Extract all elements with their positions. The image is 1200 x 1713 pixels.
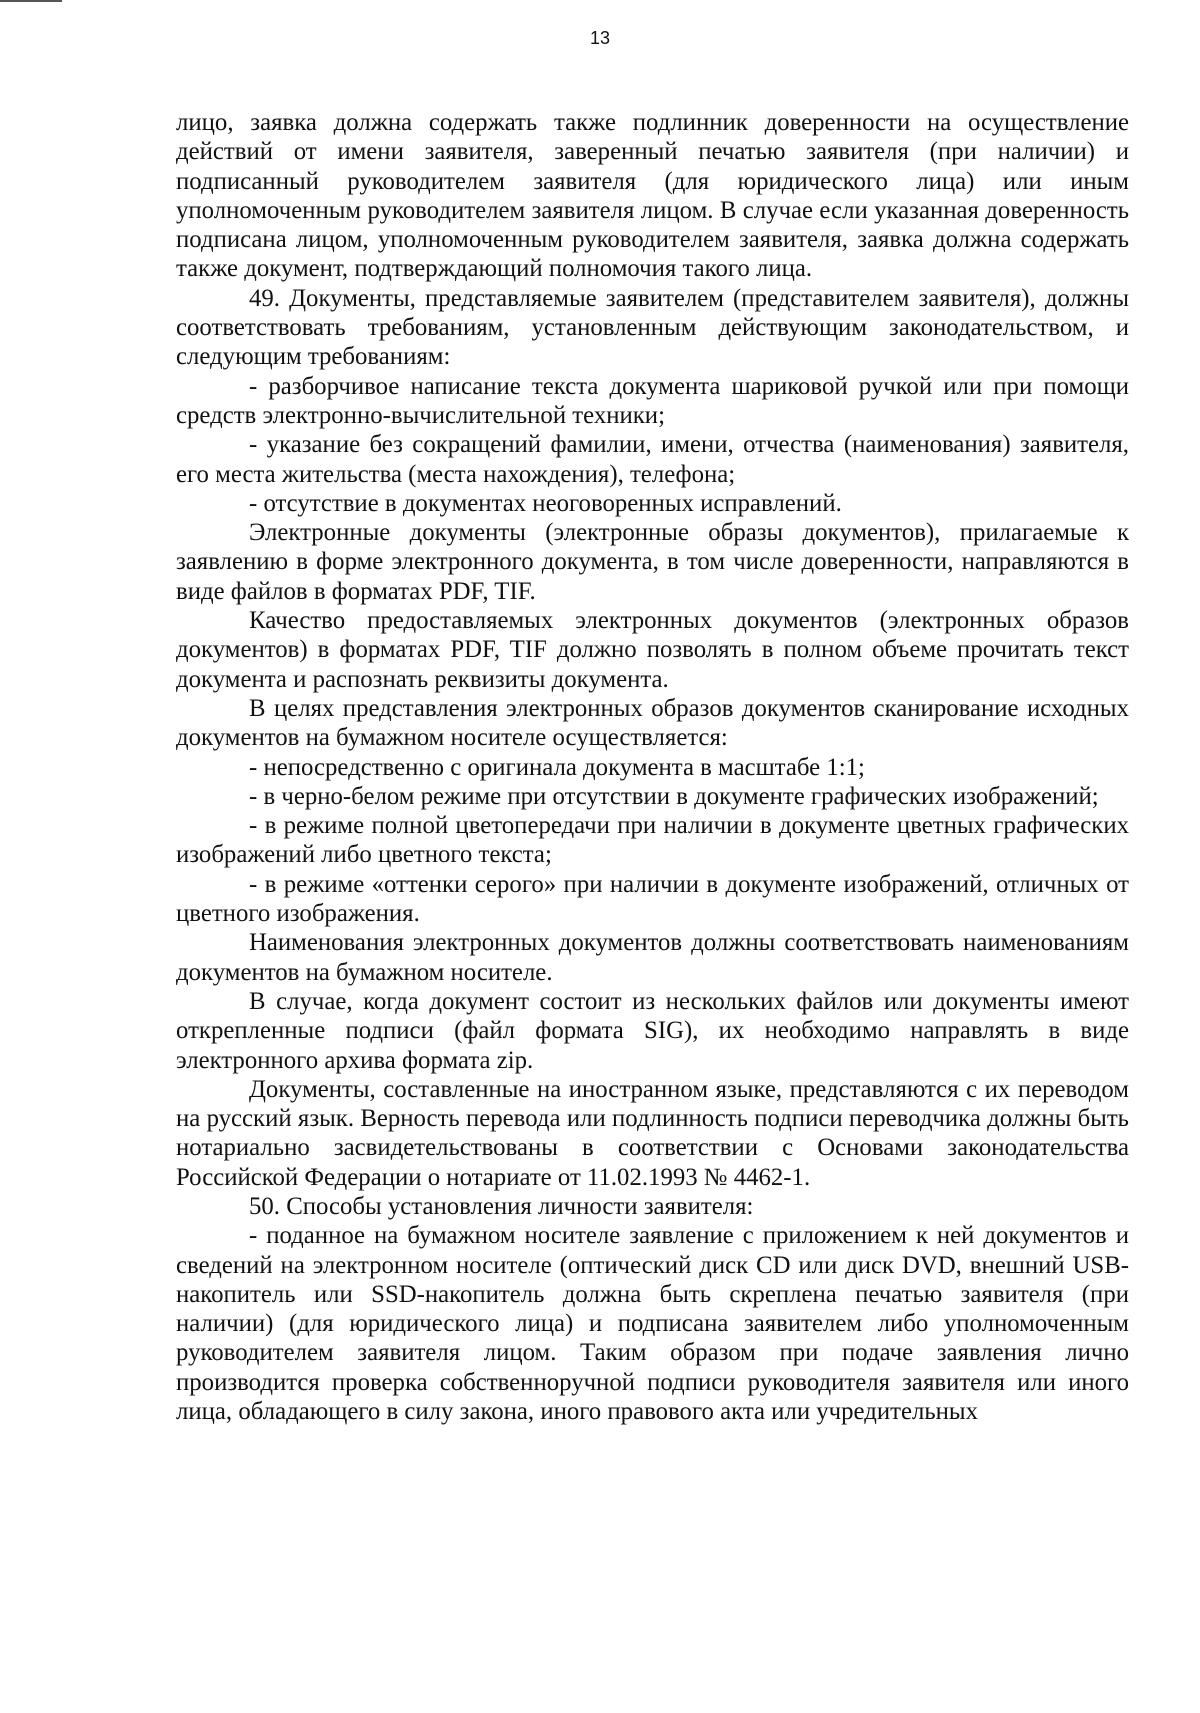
paragraph: Электронные документы (электронные образы документов), прилагаемые к заявлению в форме электронного документа, в том числе доверенности, направляются в виде файлов в форматах PDF, TIF.	[176, 519, 1129, 605]
paragraph: Документы, составленные на иностранном языке, представляются с их переводом на русский язык. Верность перевода или подлинность подписи переводчика должны быть нотариально засвидетельствованы в соответствии с Основами законодательства Российской Федерации о нотариате от 11.02.1993 № 4462-1.	[176, 1075, 1129, 1191]
paragraph: Качество предоставляемых электронных документов (электронных образов документов) в форматах PDF, TIF должно позволять в полном объеме прочитать текст документа и распознать реквизиты документа.	[176, 607, 1129, 693]
scan-edge-mark	[0, 0, 62, 2]
list-item: - непосредственно с оригинала документа в масштабе 1:1;	[249, 753, 865, 781]
list-item: - в черно-белом режиме при отсутствии в документе графических изображений;	[249, 782, 1099, 810]
list-item: - в режиме полной цветопередачи при наличии в документе цветных графических изображений либо цветного текста;	[176, 812, 1129, 869]
list-item: - в режиме «оттенки серого» при наличии в документе изображений, отличных от цветного изображения.	[176, 870, 1129, 928]
list-item: - разборчивое написание текста документа шариковой ручкой или при помощи средств электронно-вычислительной техники;	[176, 372, 1129, 429]
paragraph-49-intro: 49. Документы, представляемые заявителем (представителем заявителя), должны соответствовать требованиям, установленным действующим законодательством, и следующим требованиям:	[176, 284, 1129, 371]
paragraph: Наименования электронных документов должны соответствовать наименованиям документов на бумажном носителе.	[176, 929, 1129, 986]
page-number: 13	[589, 28, 611, 48]
list-item: - поданное на бумажном носителе заявление с приложением к ней документов и сведений на электронном носителе (оптический диск CD или диск DVD, внешний USB-накопитель или SSD-накопитель должна быть скреплена печатью заявителя (при наличии) (для юридического лица) и подписана заявителем либо уполномоченным руководителем заявителя лицом. Таким образом при подаче заявления лично производится проверка собственноручной подписи руководителя заявителя или иного лица, обладающего в силу закона, иного правового акта или учредительных	[176, 1222, 1129, 1426]
paragraph-50-heading: 50. Способы установления личности заявителя:	[249, 1192, 754, 1220]
list-item: - указание без сокращений фамилии, имени, отчества (наименования) заявителя, его места жительства (места нахождения), телефона;	[176, 431, 1129, 488]
paragraph: лицо, заявка должна содержать также подлинник доверенности на осуществление действий от имени заявителя, заверенный печатью заявителя (при наличии) и подписанный руководителем заявителя (для юридического лица) или иным уполномоченным руководителем заявителя лицом. В случае если указанная доверенность подписана лицом, уполномоченным руководителем заявителя, заявка должна содержать также документ, подтверждающий полномочия такого лица.	[176, 109, 1129, 283]
document-body	[176, 108, 1129, 1426]
list-item: - отсутствие в документах неоговоренных исправлений.	[249, 489, 842, 517]
paragraph: В целях представления электронных образов документов сканирование исходных документов на бумажном носителе осуществляется:	[176, 694, 1129, 752]
paragraph: В случае, когда документ состоит из нескольких файлов или документы имеют открепленные подписи (файл формата SIG), их необходимо направлять в виде электронного архива формата zip.	[176, 987, 1129, 1074]
